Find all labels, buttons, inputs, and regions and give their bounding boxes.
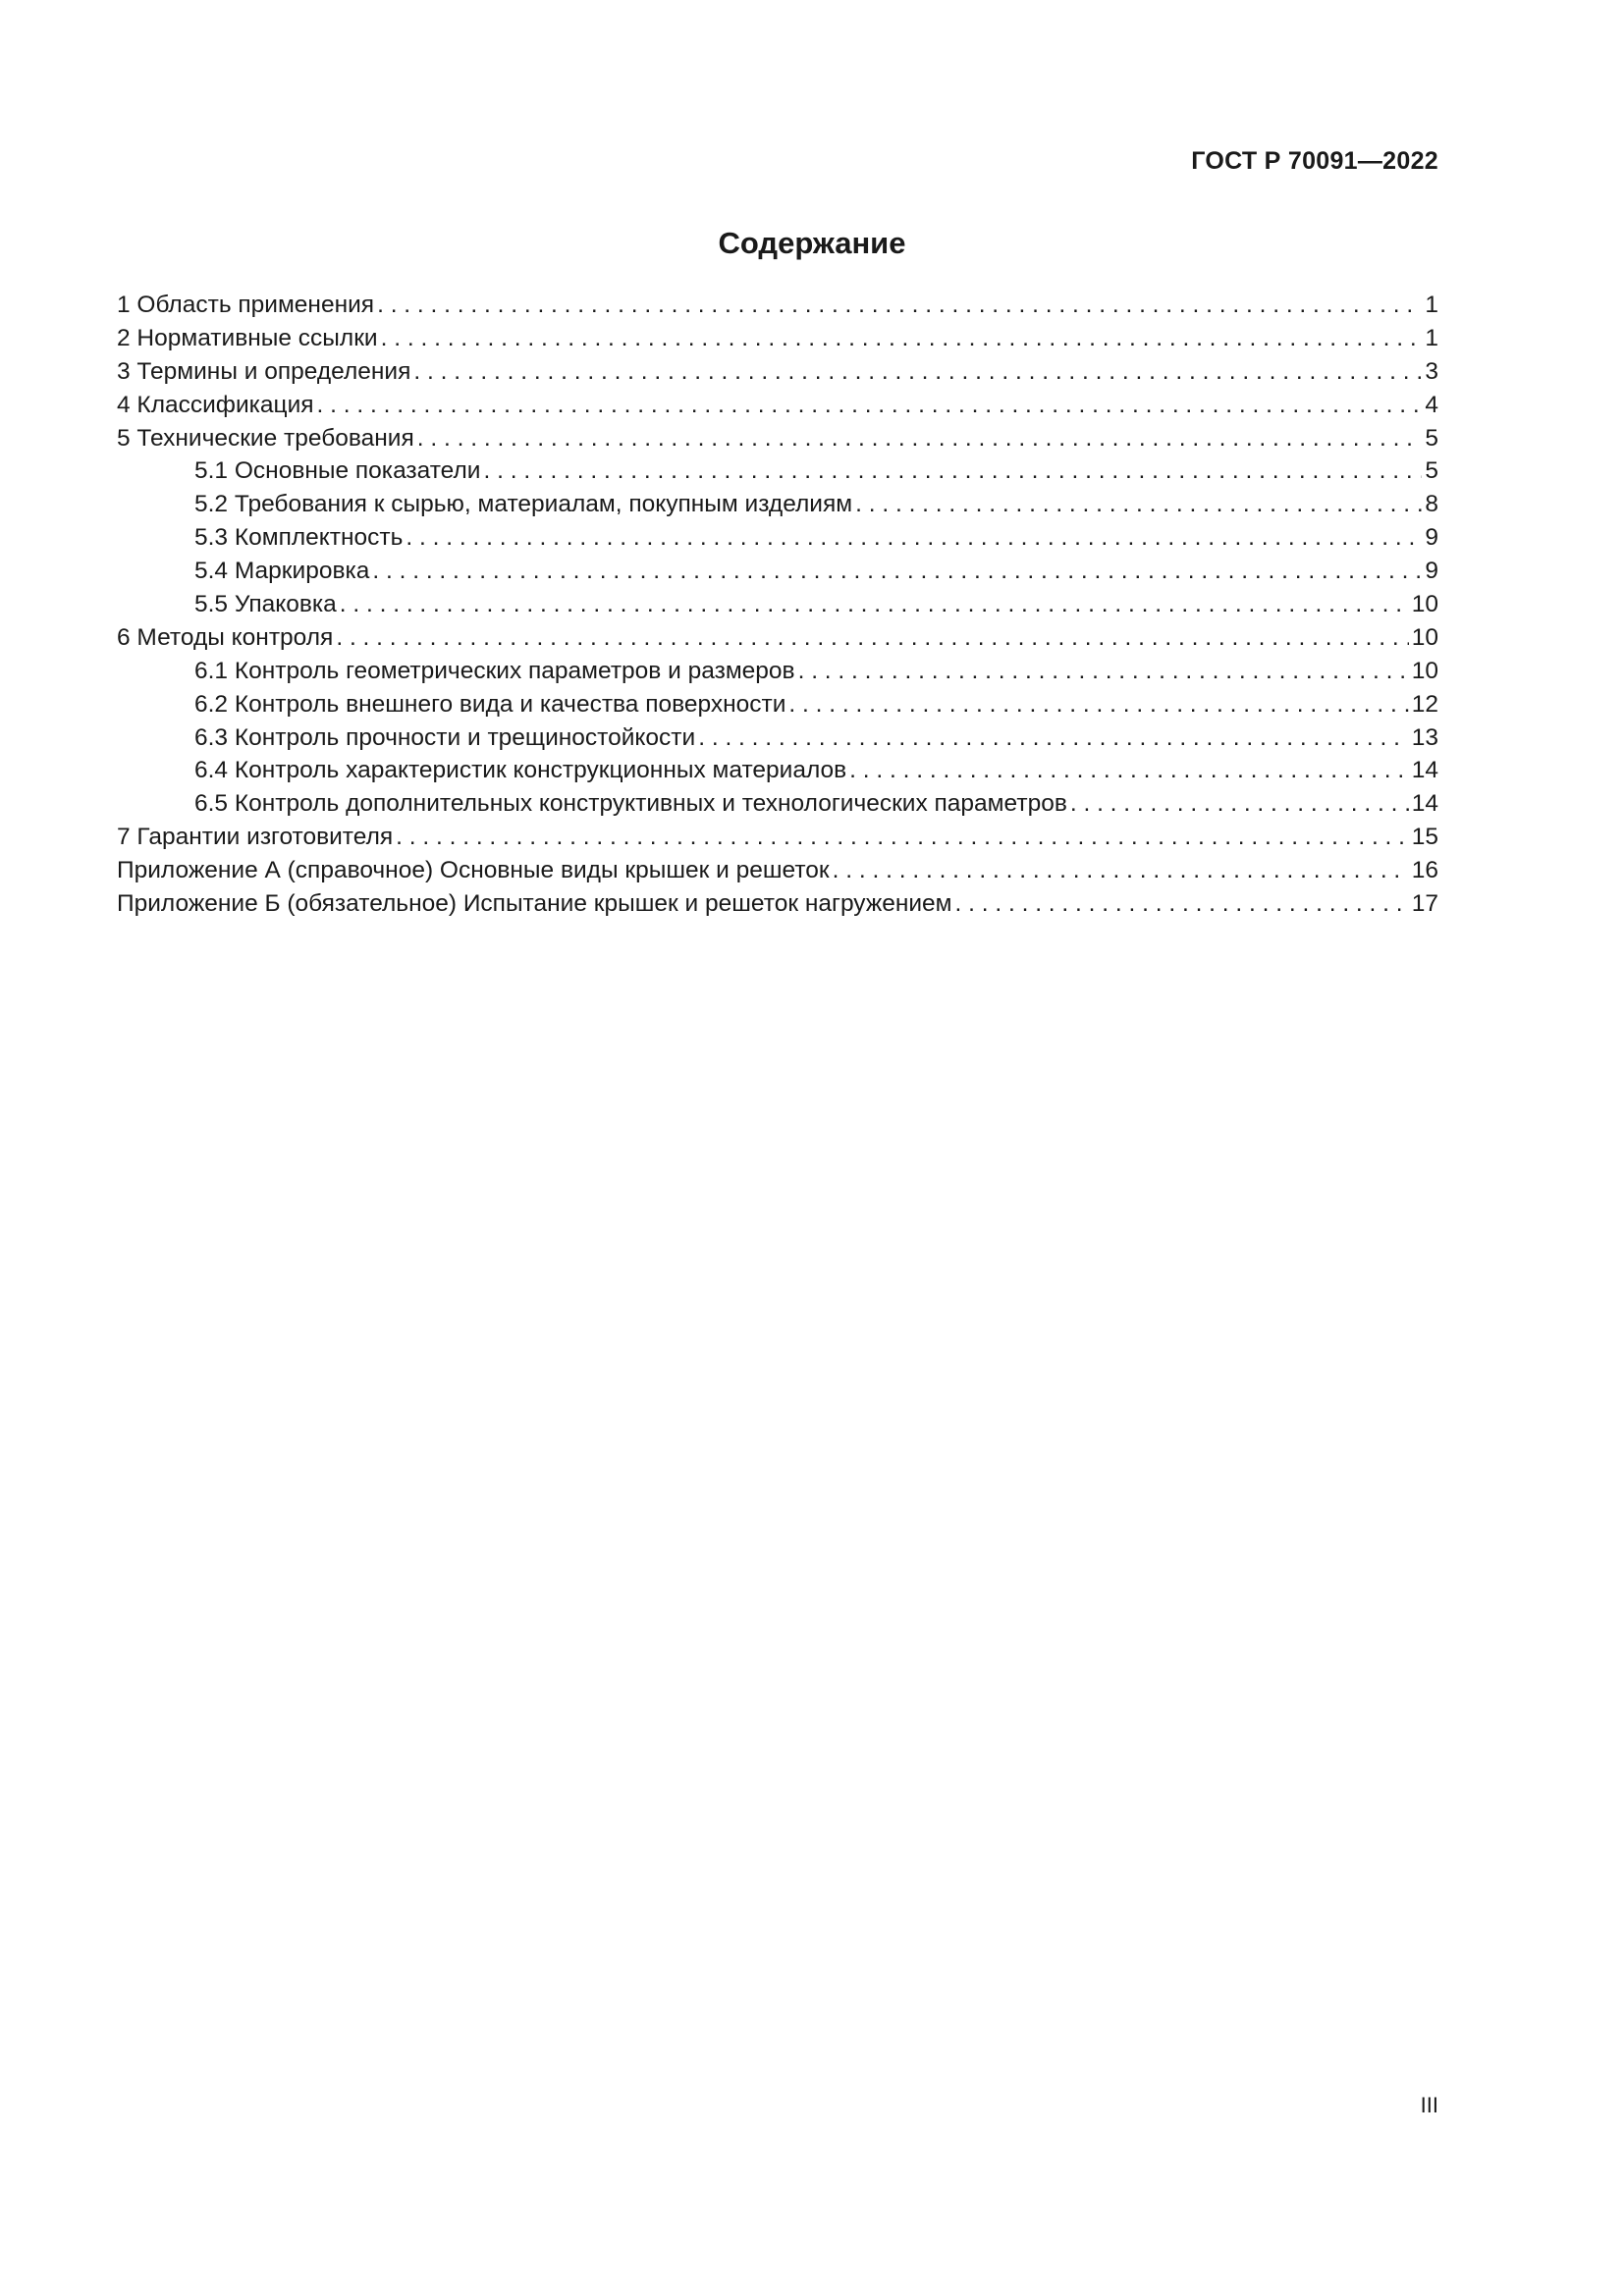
toc-entry [117, 688, 1438, 721]
toc-entry-title: 3 Термины и определения [117, 357, 411, 385]
toc-entry-title: 7 Гарантии изготовителя [117, 824, 394, 851]
toc-dot-leader [1070, 787, 1409, 821]
toc-entry-title: Приложение Б (обязательное) Испытание крышек и решеток нагружением [117, 890, 952, 918]
toc-entry-title: 4 Классификация [117, 391, 314, 418]
toc-entry-page: 9 [1425, 524, 1438, 552]
toc-entry [117, 787, 1438, 821]
toc-dot-leader [855, 488, 1422, 521]
toc-entry [117, 887, 1438, 921]
toc-dot-leader [396, 821, 1409, 854]
toc-dot-leader [698, 721, 1409, 755]
toc-entry-title: 2 Нормативные ссылки [117, 324, 378, 351]
toc-dot-leader [317, 389, 1423, 422]
toc-entry-title: 5 Технические требования [117, 424, 414, 452]
toc-entry-page: 10 [1411, 657, 1438, 684]
toc-entry-page: 16 [1411, 857, 1438, 884]
toc-entry-title: 6.2 Контроль внешнего вида и качества поверхности [194, 690, 786, 718]
toc-entry-title: 5.5 Упаковка [194, 591, 337, 618]
toc-entry-title: 6.5 Контроль дополнительных конструктивных и технологических параметров [194, 790, 1067, 818]
toc-entry-page: 13 [1411, 723, 1438, 751]
toc-entry-title: 6.1 Контроль геометрических параметров и размеров [194, 657, 795, 684]
toc-entry [117, 854, 1438, 887]
toc-entry [117, 422, 1438, 455]
toc-dot-leader [955, 887, 1409, 921]
toc-entry-title: 5.4 Маркировка [194, 558, 370, 585]
toc-entry [117, 621, 1438, 655]
toc-entry [117, 389, 1438, 422]
toc-entry-page: 10 [1411, 591, 1438, 618]
toc-entry [117, 454, 1438, 488]
toc-entry-page: 4 [1425, 391, 1438, 418]
toc-entry-title: 6.3 Контроль прочности и трещиностойкости [194, 723, 696, 751]
toc-title: Содержание [718, 226, 906, 260]
toc-entry-page: 5 [1425, 424, 1438, 452]
toc-dot-leader [483, 454, 1422, 488]
toc-entry [117, 721, 1438, 755]
toc-entry-page: 1 [1425, 292, 1438, 318]
toc-entry-page: 9 [1425, 558, 1438, 585]
toc-entry [117, 821, 1438, 854]
toc-entry-page: 3 [1425, 357, 1438, 385]
toc-entry-title: 5.2 Требования к сырью, материалам, покупным изделиям [194, 491, 853, 518]
toc-entry-page: 8 [1425, 491, 1438, 518]
toc-entry [117, 655, 1438, 688]
toc-entry-page: 14 [1411, 790, 1438, 818]
toc-entry-page: 14 [1411, 757, 1438, 784]
toc-entry [117, 488, 1438, 521]
toc-entry [117, 355, 1438, 389]
toc-entry [117, 521, 1438, 555]
toc-entry-page: 15 [1411, 824, 1438, 851]
toc-entry-page: 10 [1411, 623, 1438, 651]
toc-entry-page: 12 [1411, 690, 1438, 718]
toc-entry-title: 5.1 Основные показатели [194, 457, 481, 485]
toc-entry-title: 1 Область применения [117, 292, 375, 318]
toc-dot-leader [417, 422, 1423, 455]
toc-entry [117, 322, 1438, 355]
toc-dot-leader [798, 655, 1409, 688]
toc-dot-leader [413, 355, 1422, 389]
toc-dot-leader [833, 854, 1409, 887]
toc-entry [117, 754, 1438, 787]
toc-entry-title: 6.4 Контроль характеристик конструкционных материалов [194, 757, 847, 784]
toc-entry-title: 5.3 Комплектность [194, 524, 404, 552]
toc-dot-leader [372, 555, 1422, 588]
page-number: III [1420, 2093, 1438, 2117]
toc-dot-leader [849, 754, 1409, 787]
toc-entry-page: 17 [1411, 890, 1438, 918]
toc-dot-leader [788, 688, 1408, 721]
toc-dot-leader [377, 289, 1422, 322]
toc-entry [117, 289, 1438, 322]
toc-entry [117, 588, 1438, 621]
document-code: ГОСТ Р 70091—2022 [1191, 147, 1438, 175]
table-of-contents [117, 289, 1438, 921]
toc-entry [117, 555, 1438, 588]
toc-dot-leader [340, 588, 1409, 621]
toc-entry-page: 5 [1425, 457, 1438, 485]
toc-entry-title: 6 Методы контроля [117, 623, 334, 651]
toc-dot-leader [336, 621, 1408, 655]
toc-entry-title: Приложение А (справочное) Основные виды крышек и решеток [117, 857, 830, 884]
toc-entry-page: 1 [1425, 324, 1438, 351]
toc-dot-leader [381, 322, 1423, 355]
toc-dot-leader [406, 521, 1422, 555]
